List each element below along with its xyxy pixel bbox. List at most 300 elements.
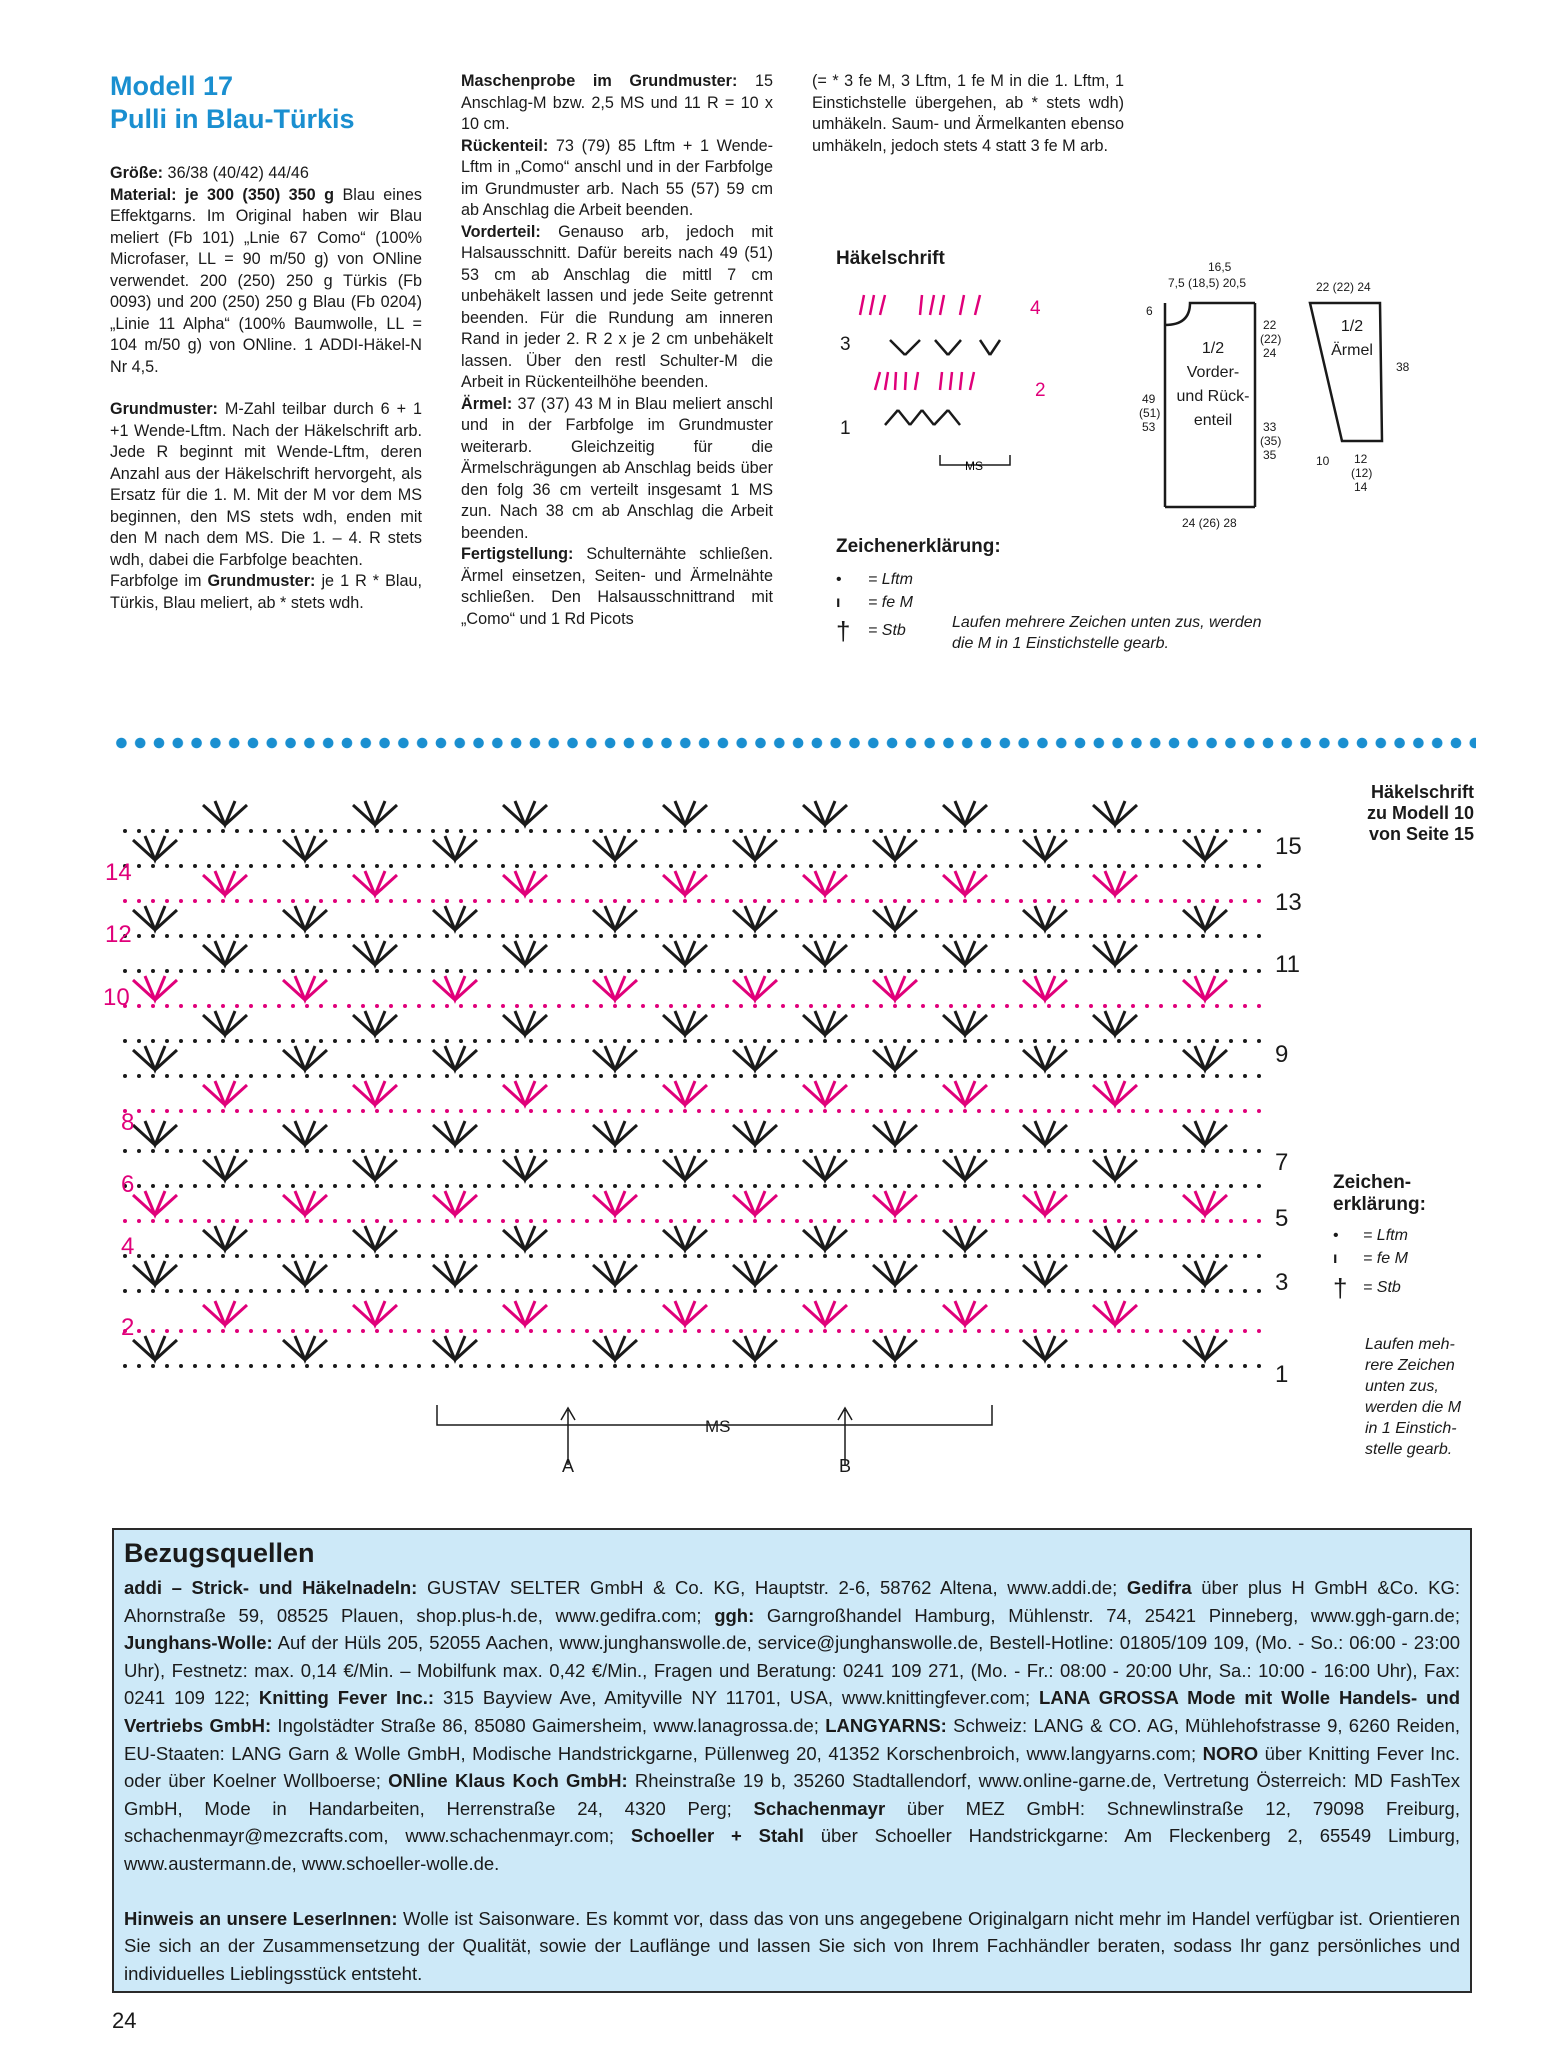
chain-dot: [921, 1149, 925, 1153]
chain-dot: [669, 829, 673, 833]
chain-dot: [1033, 1184, 1037, 1188]
chain-dot: [599, 1004, 603, 1008]
chain-dot: [515, 864, 519, 868]
chain-dot: [641, 1219, 645, 1223]
src-noro-text: über Knitting Fever Inc. oder über Koelner Wollboerse;: [124, 1742, 1460, 1792]
chain-dot: [193, 1004, 197, 1008]
small-chart-row-3: 3: [840, 334, 851, 355]
chain-dot: [1033, 1149, 1037, 1153]
stitch-fan: [593, 976, 637, 1000]
chain-dot: [725, 969, 729, 973]
chain-dot: [459, 864, 463, 868]
chain-dot: [711, 899, 715, 903]
chain-dot: [375, 1219, 379, 1223]
chain-dot: [529, 1149, 533, 1153]
chain-dot: [557, 1109, 561, 1113]
chain-dot: [193, 969, 197, 973]
chain-dot: [1173, 1004, 1177, 1008]
finishing-text: Schulternähte schließen. Ärmel einsetzen, Seiten- und Ärmelnähte schließen. Den Halsausschnittrand mit „Como“ und 1 Rd Picots: [461, 545, 773, 628]
chain-dot: [1187, 1149, 1191, 1153]
chain-dot: [431, 1109, 435, 1113]
chain-dot: [417, 1254, 421, 1258]
chain-dot: [221, 1074, 225, 1078]
chain-dot: [655, 1184, 659, 1188]
chain-dot: [1173, 1364, 1177, 1368]
chain-dot: [641, 1039, 645, 1043]
legend2-note: [1365, 1334, 1461, 1460]
chain-dot: [277, 1184, 281, 1188]
chain-dot: [1117, 829, 1121, 833]
chain-dot: [655, 899, 659, 903]
chain-dot: [795, 969, 799, 973]
chain-dot: [655, 969, 659, 973]
chain-dot: [935, 1289, 939, 1293]
chain-dot: [557, 1149, 561, 1153]
chain-dot: [193, 1039, 197, 1043]
chain-dot: [557, 969, 561, 973]
chain-dot: [459, 899, 463, 903]
chain-dot: [557, 864, 561, 868]
chain-dot: [1229, 1364, 1233, 1368]
stitch-fan: [593, 1336, 637, 1360]
chain-dot: [991, 1329, 995, 1333]
stitch-fan: [203, 1011, 247, 1035]
chain-dot: [151, 1074, 155, 1078]
chain-dot: [851, 829, 855, 833]
chain-dot: [445, 934, 449, 938]
src-kf-label: Knitting Fever Inc.:: [258, 1687, 435, 1709]
chain-dot: [669, 969, 673, 973]
chain-dot: [347, 1004, 351, 1008]
chain-dot: [389, 1074, 393, 1078]
chain-dot: [1075, 1289, 1079, 1293]
schem-shoulder-2: (22): [1260, 332, 1282, 346]
chain-dot: [697, 1004, 701, 1008]
chain-dot: [893, 899, 897, 903]
chain-dot: [1243, 1039, 1247, 1043]
chain-dot: [571, 1039, 575, 1043]
chain-dot: [851, 934, 855, 938]
chain-dot: [207, 1254, 211, 1258]
chain-dot: [375, 1184, 379, 1188]
src-lg-text: Ingolstädter Straße 86, 85080 Gaimersheim, www.lanagrossa.de;: [271, 1714, 826, 1736]
src-noro-label: NORO: [1202, 1742, 1259, 1764]
legend2-row-stb: [1333, 1270, 1426, 1306]
chain-dot: [431, 864, 435, 868]
chain-dot: [319, 864, 323, 868]
chain-dot: [151, 1254, 155, 1258]
chain-dot: [921, 899, 925, 903]
chain-dot: [907, 1289, 911, 1293]
chain-dot: [865, 1364, 869, 1368]
stitch-fan: [593, 1046, 637, 1070]
sleeve-paragraph: [461, 394, 773, 545]
chain-dot: [1131, 1109, 1135, 1113]
chain-dot: [501, 1184, 505, 1188]
chain-dot: [1089, 829, 1093, 833]
chain-dot: [963, 1254, 967, 1258]
chain-dot: [235, 1074, 239, 1078]
chain-dot: [879, 969, 883, 973]
stb-symbol-icon: †: [836, 615, 851, 646]
body-label-4: enteil: [1193, 412, 1233, 429]
chain-dot: [305, 1074, 309, 1078]
chain-dot: [179, 934, 183, 938]
chain-dot: [837, 1004, 841, 1008]
chain-dot: [543, 969, 547, 973]
chain-dot: [781, 1289, 785, 1293]
chain-dot: [151, 1329, 155, 1333]
chain-dot: [1117, 1289, 1121, 1293]
chain-dot: [823, 864, 827, 868]
stitch-fan: [203, 801, 247, 825]
chain-dot: [949, 1289, 953, 1293]
chain-dot: [627, 1004, 631, 1008]
chain-dot: [949, 1149, 953, 1153]
chain-dot: [1243, 969, 1247, 973]
chain-dot: [711, 1289, 715, 1293]
chain-dot: [613, 1364, 617, 1368]
chain-dot: [291, 1039, 295, 1043]
chain-dot: [1047, 934, 1051, 938]
chain-dot: [571, 1289, 575, 1293]
chain-dot: [1145, 1149, 1149, 1153]
chain-dot: [221, 1289, 225, 1293]
chain-dot: [725, 1329, 729, 1333]
chain-dot: [543, 1364, 547, 1368]
chain-dot: [711, 1364, 715, 1368]
chain-dot: [851, 899, 855, 903]
chain-dot: [1159, 1004, 1163, 1008]
chain-dot: [613, 1184, 617, 1188]
chain-dot: [193, 829, 197, 833]
chain-dot: [669, 1149, 673, 1153]
chain-dot: [991, 864, 995, 868]
stitch-fan: [1023, 1191, 1067, 1215]
chain-dot: [781, 899, 785, 903]
chain-dot: [389, 1109, 393, 1113]
chain-dot: [403, 1364, 407, 1368]
chain-dot: [949, 1039, 953, 1043]
chain-dot: [137, 1219, 141, 1223]
chain-dot: [137, 864, 141, 868]
chain-dot: [823, 1219, 827, 1223]
stb-symbol-icon: †: [1333, 1272, 1348, 1303]
stitch-fan: [943, 1156, 987, 1180]
chain-dot: [837, 1364, 841, 1368]
chain-dot: [991, 934, 995, 938]
chain-dot: [375, 1329, 379, 1333]
chain-dot: [1201, 864, 1205, 868]
chain-dot: [977, 1364, 981, 1368]
chain-dot: [921, 934, 925, 938]
chain-dot: [1103, 1004, 1107, 1008]
chain-dot: [1215, 1109, 1219, 1113]
chain-dot: [347, 934, 351, 938]
chain-dot: [977, 969, 981, 973]
chain-dot: [375, 1074, 379, 1078]
chain-dot: [249, 899, 253, 903]
chain-dot: [501, 1329, 505, 1333]
chain-dot: [487, 1149, 491, 1153]
chain-dot: [347, 1254, 351, 1258]
chain-dot: [1229, 1219, 1233, 1223]
title-line-1: Modell 17: [110, 71, 234, 101]
chain-dot: [347, 829, 351, 833]
chain-dot: [1103, 1149, 1107, 1153]
chain-dot: [851, 1219, 855, 1223]
chain-dot: [697, 1149, 701, 1153]
chain-dot: [1215, 969, 1219, 973]
chain-dot: [1215, 934, 1219, 938]
chain-dot: [1019, 1004, 1023, 1008]
chain-dot: [879, 1254, 883, 1258]
chain-dot: [1145, 1184, 1149, 1188]
chain-dot: [837, 1254, 841, 1258]
chain-dot: [137, 829, 141, 833]
chain-dot: [1033, 829, 1037, 833]
chain-dot: [781, 1109, 785, 1113]
small-chart-row-4: 4: [1030, 298, 1041, 319]
chain-dot: [1019, 1289, 1023, 1293]
fem-symbol-icon: ı: [1333, 1249, 1338, 1267]
stitch-fan: [1183, 1191, 1227, 1215]
chain-dot: [977, 1074, 981, 1078]
chain-dot: [809, 1004, 813, 1008]
chain-dot: [487, 899, 491, 903]
stitch-fan: [203, 1301, 247, 1325]
stitch-fan: [803, 1011, 847, 1035]
chain-dot: [459, 1329, 463, 1333]
chain-dot: [809, 934, 813, 938]
chain-dot: [599, 1109, 603, 1113]
chain-dot: [1145, 899, 1149, 903]
chain-dot: [1159, 1149, 1163, 1153]
schem-top-width: 16,5: [1208, 260, 1232, 274]
chain-dot: [249, 934, 253, 938]
chain-dot: [417, 829, 421, 833]
chain-dot: [543, 1149, 547, 1153]
chain-dot: [963, 1184, 967, 1188]
chain-dot: [613, 1254, 617, 1258]
chain-dot: [809, 1074, 813, 1078]
garment-schematic: [1120, 255, 1440, 535]
chain-dot: [655, 1364, 659, 1368]
small-chart-title: Häkelschrift: [836, 248, 945, 269]
chain-dot: [431, 1254, 435, 1258]
chain-dot: [1229, 969, 1233, 973]
size-value: 36/38 (40/42) 44/46: [163, 164, 309, 182]
chain-dot: [501, 1289, 505, 1293]
chain-dot: [515, 1074, 519, 1078]
chain-dot: [347, 1109, 351, 1113]
stitch-fan: [283, 906, 327, 930]
chain-dot: [697, 1329, 701, 1333]
chain-dot: [613, 1219, 617, 1223]
marker-b: B: [839, 1456, 852, 1476]
chain-dot: [207, 1289, 211, 1293]
reader-note-text: Wolle ist Saisonware. Es kommt vor, dass das von uns angegebene Originalgarn nicht mehr im Handel verfügbar ist. Orientieren Sie sich an der Zusammensetzung der Qualität, sowie der Lauflänge und lassen Sie sich von Ihrem Fachhändler beraten, sodass Ihr ganz persönliches und individuelles Lieblingsstück entsteht.: [124, 1907, 1460, 1984]
chain-dot: [179, 969, 183, 973]
chain-dot: [151, 1039, 155, 1043]
chain-dot: [1229, 934, 1233, 938]
chain-dot: [361, 934, 365, 938]
chain-dot: [697, 1219, 701, 1223]
chain-dot: [1243, 864, 1247, 868]
chain-dot: [137, 1184, 141, 1188]
chain-dot: [1229, 829, 1233, 833]
chain-dot: [235, 1329, 239, 1333]
chain-dot: [445, 1004, 449, 1008]
chain-dot: [753, 1039, 757, 1043]
chain-dot: [795, 1289, 799, 1293]
chain-dot: [319, 1254, 323, 1258]
chain-dot: [193, 1109, 197, 1113]
src-ggh-text: Garngroßhandel Hamburg, Mühlenstr. 74, 25421 Pinneberg, www.ggh-garn.de;: [754, 1604, 1460, 1626]
chain-dot: [879, 1329, 883, 1333]
chain-dot: [809, 1329, 813, 1333]
stitch-fan: [663, 1011, 707, 1035]
chain-dot: [781, 1184, 785, 1188]
chain-dot: [1117, 1219, 1121, 1223]
chain-dot: [1005, 1039, 1009, 1043]
chain-dot: [837, 1149, 841, 1153]
chain-dot: [1201, 1184, 1205, 1188]
chain-dot: [1075, 1149, 1079, 1153]
chain-dot: [711, 934, 715, 938]
stitch-fan: [503, 1301, 547, 1325]
chain-dot: [501, 1039, 505, 1043]
chain-dot: [459, 1289, 463, 1293]
legend2-note-1: Laufen meh-: [1365, 1336, 1455, 1353]
chain-dot: [473, 1289, 477, 1293]
chain-dot: [1033, 1074, 1037, 1078]
chain-dot: [571, 1219, 575, 1223]
chain-dot: [333, 1329, 337, 1333]
chain-dot: [739, 1254, 743, 1258]
chain-dot: [1019, 1039, 1023, 1043]
chain-dot: [333, 1184, 337, 1188]
chain-dot: [823, 969, 827, 973]
chain-dot: [1229, 1329, 1233, 1333]
chain-dot: [669, 1254, 673, 1258]
chain-dot: [263, 829, 267, 833]
small-chart-row1-fans: [885, 410, 960, 425]
chain-dot: [627, 1219, 631, 1223]
chain-dot: [599, 1219, 603, 1223]
chain-dot: [851, 1004, 855, 1008]
chain-dot: [375, 1149, 379, 1153]
base-pattern-label: Grundmuster:: [110, 400, 218, 418]
stitch-fan: [1093, 941, 1137, 965]
chain-dot: [473, 899, 477, 903]
src-schach-label: Schachenmayr: [753, 1797, 886, 1819]
chain-dot: [333, 829, 337, 833]
size-label: Größe:: [110, 164, 164, 182]
large-chart-heading-1: Häkelschrift: [1370, 782, 1474, 802]
chain-dot: [1187, 829, 1191, 833]
finishing-paragraph: [461, 544, 773, 630]
chain-dot: [571, 1254, 575, 1258]
chain-dot: [683, 1074, 687, 1078]
chain-dot: [1215, 1004, 1219, 1008]
chain-dot: [613, 829, 617, 833]
chain-dot: [697, 969, 701, 973]
chain-dot: [417, 1074, 421, 1078]
left-row-6: 6: [121, 1171, 135, 1198]
chain-dot: [571, 1109, 575, 1113]
chain-dot: [445, 1364, 449, 1368]
chain-dot: [1117, 1254, 1121, 1258]
chain-dot: [1089, 1254, 1093, 1258]
right-row-11: 11: [1275, 951, 1300, 978]
chain-dot: [235, 1364, 239, 1368]
chain-dot: [767, 1219, 771, 1223]
chain-dot: [613, 1149, 617, 1153]
instructions-column-3: [812, 71, 1124, 157]
chain-dot: [473, 1074, 477, 1078]
chain-dot: [795, 899, 799, 903]
chain-dot: [571, 969, 575, 973]
chain-dot: [1047, 1329, 1051, 1333]
stitch-fan: [803, 871, 847, 895]
chain-dot: [221, 1109, 225, 1113]
src-junghans-label: Junghans-Wolle:: [124, 1632, 273, 1654]
chain-dot: [305, 899, 309, 903]
marker-a: A: [562, 1456, 575, 1476]
chain-dot: [1033, 934, 1037, 938]
chain-dot: [1047, 1219, 1051, 1223]
chain-dot: [557, 1364, 561, 1368]
chain-dot: [599, 1289, 603, 1293]
back-text: 73 (79) 85 Lftm + 1 Wende-Lftm in „Como“ anschl und in der Farbfolge im Grundmuster arb. Nach 55 (57) 59 cm ab Anschlag die Arbeit beenden.: [461, 136, 773, 219]
chain-dot: [837, 1289, 841, 1293]
chain-dot: [291, 1329, 295, 1333]
chain-dot: [1019, 1149, 1023, 1153]
chain-dot: [333, 1039, 337, 1043]
chain-dot: [501, 969, 505, 973]
chain-dot: [921, 1219, 925, 1223]
chain-dot: [263, 1364, 267, 1368]
chain-dot: [739, 864, 743, 868]
chain-dot: [1005, 1004, 1009, 1008]
chain-dot: [417, 864, 421, 868]
chain-dot: [249, 1289, 253, 1293]
small-chart-row-1: 1: [840, 418, 851, 439]
src-online-label: ONline Klaus Koch GmbH:: [388, 1770, 628, 1792]
chain-dot: [151, 1184, 155, 1188]
chain-dot: [851, 1329, 855, 1333]
chain-dot: [249, 1109, 253, 1113]
chain-dot: [1033, 1219, 1037, 1223]
chain-dot: [739, 1039, 743, 1043]
chain-dot: [403, 864, 407, 868]
chain-dot: [865, 1289, 869, 1293]
chain-dot: [585, 829, 589, 833]
chain-dot: [711, 1109, 715, 1113]
chain-dot: [599, 829, 603, 833]
chain-dot: [221, 1039, 225, 1043]
chain-dot: [263, 1039, 267, 1043]
chain-dot: [739, 1074, 743, 1078]
chain-dot: [305, 1039, 309, 1043]
stitch-fan: [503, 1226, 547, 1250]
src-addi-label: addi – Strick- und Häkelnadeln:: [124, 1577, 418, 1598]
stitch-fan: [283, 1261, 327, 1285]
chain-dot: [585, 1289, 589, 1293]
stitch-fan: [873, 1046, 917, 1070]
chain-dot: [949, 1219, 953, 1223]
